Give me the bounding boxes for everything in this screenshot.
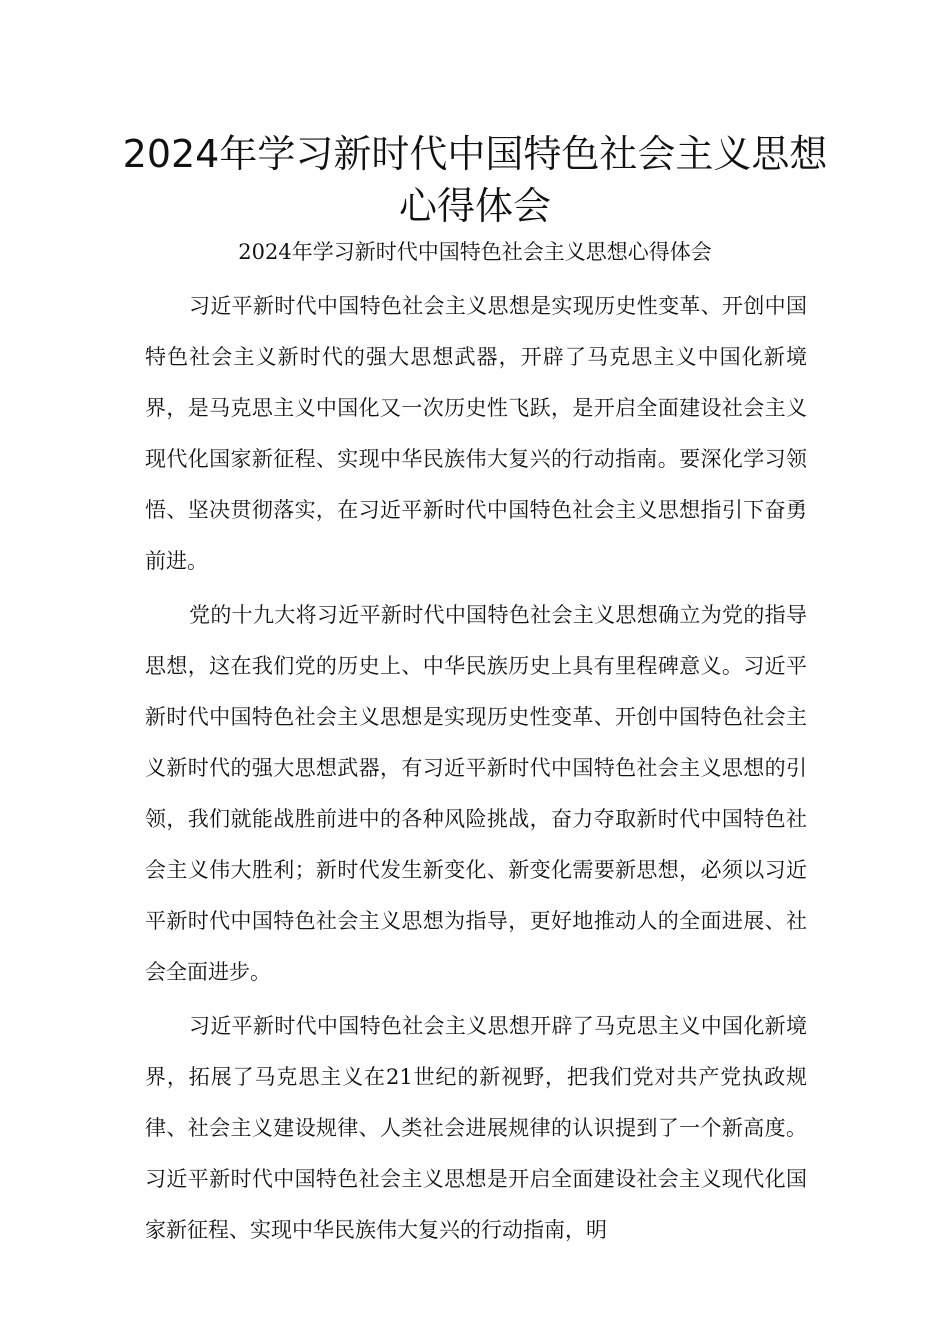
paragraph: 党的十九大将习近平新时代中国特色社会主义思想确立为党的指导思想，这在我们党的历史上、中华民族历史上具有里程碑意义。习近平新时代中国特色社会主义思想是实现历史性变革、开创中国特色社会主义新时代的强大思想武器，有习近平新时代中国特色社会主义思想的引领，我们就能战胜前进中的各种风险挑战，奋力夺取新时代中国特色社会主义伟大胜利；新时代发生新变化、新变化需要新思想，必须以习近平新时代中国特色社会主义思想为指导，更好地推动人的全面进展、社会全面进步。 (145, 603, 807, 984)
document-subtitle: 2024年学习新时代中国特色社会主义思想心得体会 (238, 240, 712, 264)
paragraph: 习近平新时代中国特色社会主义思想是实现历史性变革、开创中国特色社会主义新时代的强大思想武器，开辟了马克思主义中国化新境界，是马克思主义中国化又一次历史性飞跃，是开启全面建设社会主义现代化国家新征程、实现中华民族伟大复兴的行动指南。要深化学习领悟、坚决贯彻落实，在习近平新时代中国特色社会主义思想指引下奋勇前进。 (145, 294, 807, 573)
paragraph: 习近平新时代中国特色社会主义思想开辟了马克思主义中国化新境界，拓展了马克思主义在21世纪的新视野，把我们党对共产党执政规律、社会主义建设规律、人类社会进展规律的认识提到了一个新高度。习近平新时代中国特色社会主义思想是开启全面建设社会主义现代化国家新征程、实现中华民族伟大复兴的行动指南，明 (145, 1014, 807, 1242)
document-body (145, 281, 807, 1259)
document-title: 2024年学习新时代中国特色社会主义思想心得体会 (122, 132, 828, 228)
